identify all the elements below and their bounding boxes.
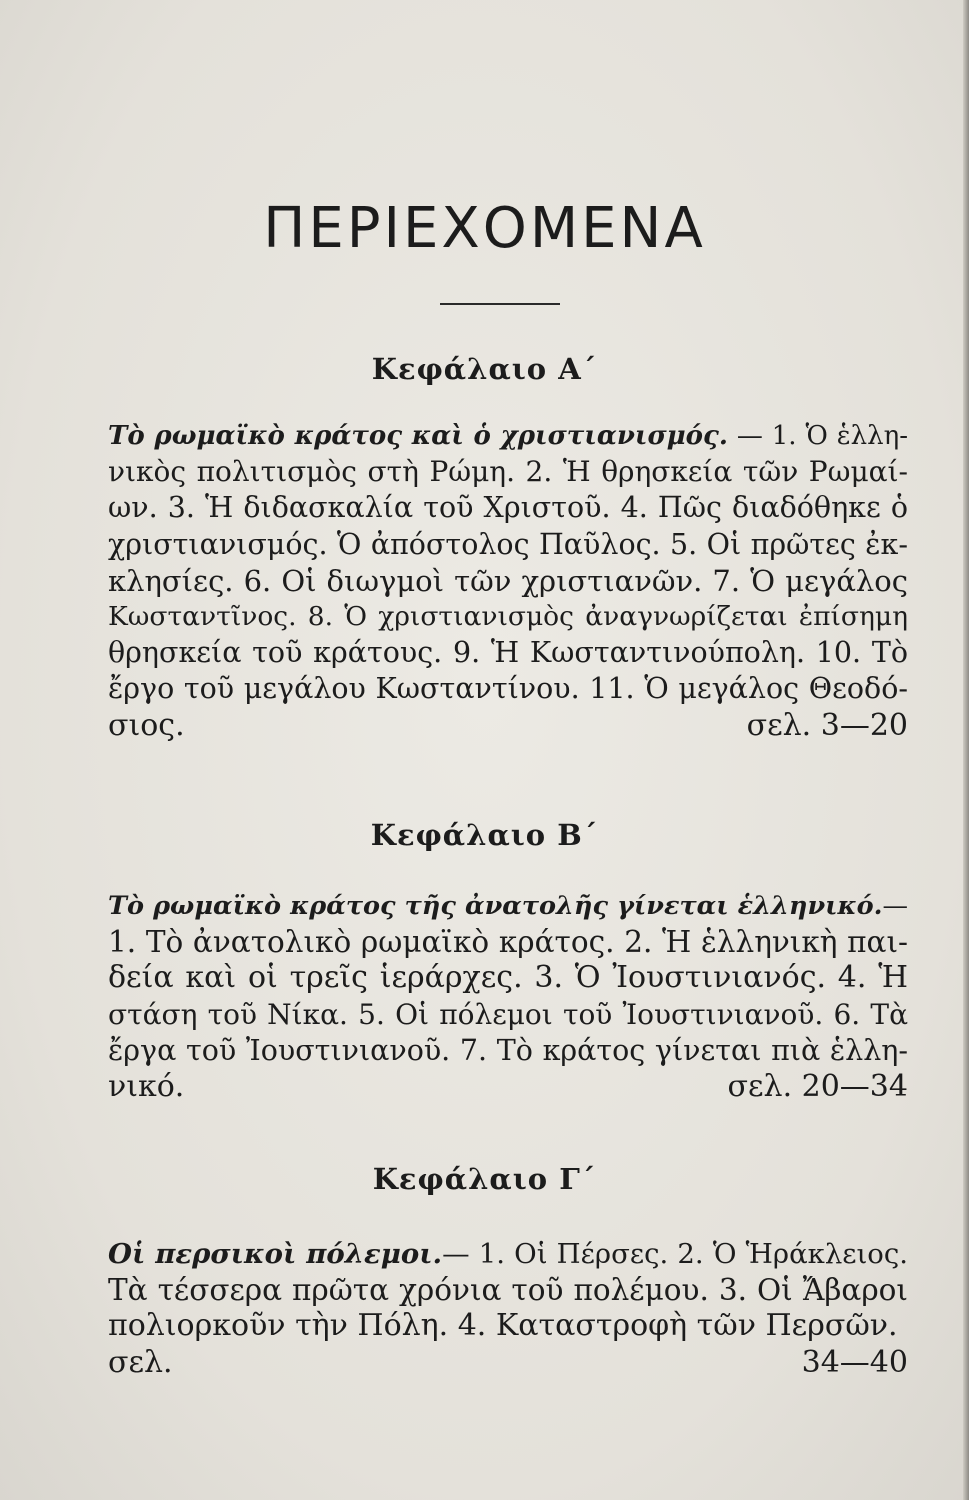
chapter-c-pages: σελ. 34—40 — [108, 1344, 908, 1380]
chapter-b-line: δεία καὶ οἱ τρεῖς ἱεράρχες. 3. Ὁ Ἰουστινιανός. 4. Ἡ — [108, 960, 908, 996]
chapter-b-contents — [108, 888, 908, 1105]
chapter-a-line-text: — 1. Ὁ ἑλλη- — [727, 421, 909, 451]
chapter-a-final-line — [108, 708, 908, 744]
chapter-c-line: πολιορκοῦν τὴν Πόλη. 4. Καταστροφὴ τῶν Περσῶν. — [108, 1308, 898, 1344]
chapter-a-line: θρησκεία τοῦ κράτους. 9. Ἡ Κωσταντινούπολη. 10. Τὸ — [108, 636, 908, 670]
chapter-b-heading: Κεφάλαιο Β΄ — [370, 818, 599, 852]
chapter-a-line-end: σιος. — [108, 707, 185, 743]
chapter-b-title: Τὸ ρωμαϊκὸ κράτος τῆς ἀνατολῆς γίνεται ἑλληνικό. — [108, 891, 883, 921]
chapter-b-line: στάση τοῦ Νίκα. 5. Οἱ πόλεμοι τοῦ Ἰουστινιανοῦ. 6. Τὰ — [108, 997, 908, 1031]
chapter-b-line-end: νικό. — [108, 1069, 185, 1105]
chapter-a-line: Κωσταντῖνος. 8. Ὁ χριστιανισμὸς ἀναγνωρίζεται ἐπίσημη — [108, 601, 908, 633]
chapter-c-line: Τὰ τέσσερα πρῶτα χρόνια τοῦ πολέμου. 3. Οἱ Ἄβαροι — [108, 1273, 908, 1308]
chapter-a-pages: σελ. 3—20 — [746, 707, 908, 743]
title-divider — [440, 303, 560, 305]
chapter-b-line: ἔργα τοῦ Ἰουστινιανοῦ. 7. Τὸ κράτος γίνεται πιὰ ἑλλη- — [108, 1033, 908, 1067]
chapter-c-title: Οἱ περσικοὶ πόλεμοι. — [108, 1238, 443, 1270]
chapter-a-title: Τὸ ρωμαϊκὸ κράτος καὶ ὁ χριστιανισμός. — [108, 421, 728, 451]
chapter-c-heading: Κεφάλαιο Γ΄ — [372, 1162, 597, 1196]
chapter-b-line: 1. Τὸ ἀνατολικὸ ρωμαϊκὸ κράτος. 2. Ἡ ἑλληνικὴ παι- — [108, 925, 908, 960]
chapter-a-line: χριστιανισμός. Ὁ ἀπόστολος Παῦλος. 5. Οἱ πρῶτες ἐκ- — [108, 527, 908, 561]
chapter-a-line: ἔργο τοῦ μεγάλου Κωσταντίνου. 11. Ὁ μεγάλος Θεοδό- — [108, 672, 908, 706]
chapter-b-line — [108, 888, 908, 924]
page-title: ΠΕΡΙΕΧΟΜΕΝΑ — [263, 196, 706, 261]
chapter-b-pages: σελ. 20—34 — [727, 1069, 908, 1105]
chapter-b-final-line — [108, 1069, 908, 1105]
chapter-a-contents — [108, 418, 908, 744]
chapter-a-line: νικὸς πολιτισμὸς στὴ Ρώμη. 2. Ἡ θρησκεία τῶν Ρωμαί- — [108, 455, 908, 489]
chapter-c-contents — [108, 1236, 908, 1381]
chapter-a-line: κλησίες. 6. Οἱ διωγμοὶ τῶν χριστιανῶν. 7. Ὁ μεγάλος — [108, 563, 908, 598]
chapter-a-line: ων. 3. Ἡ διδασκαλία τοῦ Χριστοῦ. 4. Πῶς διαδόθηκε ὁ — [108, 491, 908, 525]
chapter-c-line — [108, 1236, 908, 1272]
chapter-b-line-text: — — [882, 891, 908, 921]
chapter-a-heading: Κεφάλαιο Α΄ — [371, 352, 598, 386]
chapter-a-line — [108, 418, 908, 454]
chapter-c-line-text: — 1. Οἱ Πέρσες. 2. Ὁ Ἡράκλειος. — [442, 1238, 908, 1270]
